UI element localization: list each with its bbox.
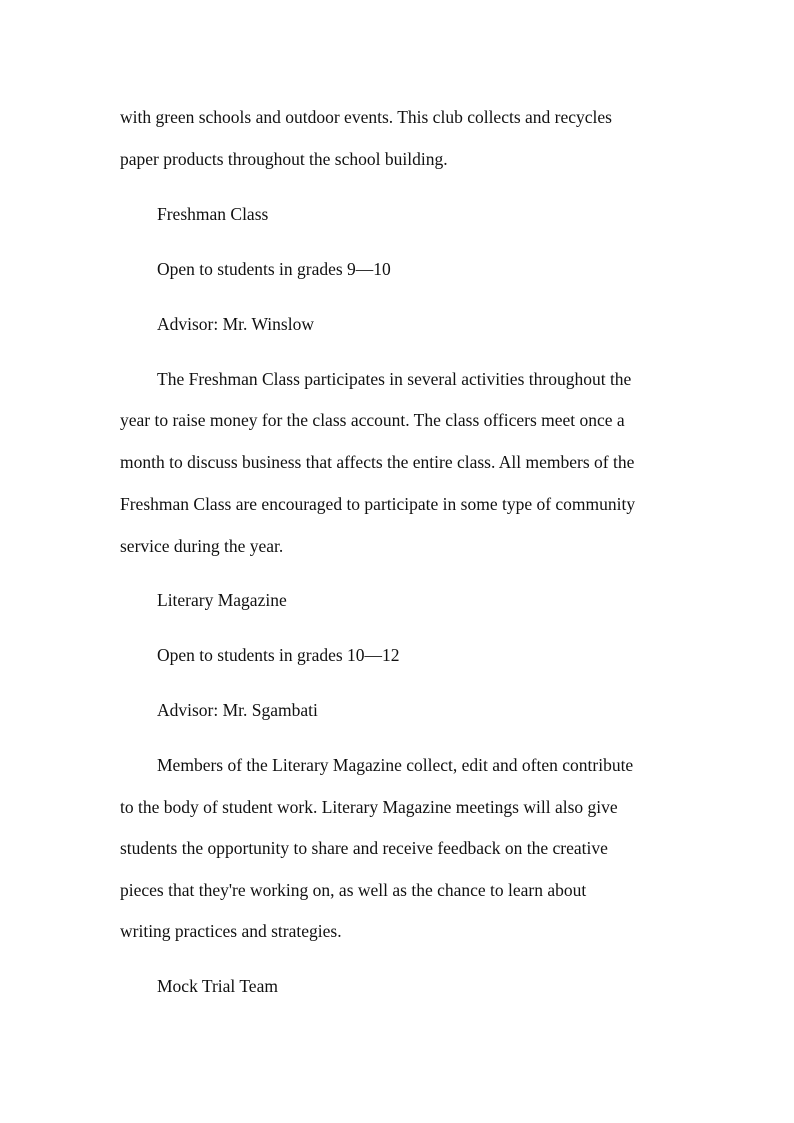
literary-magazine-description-line: writing practices and strategies. (120, 921, 342, 941)
literary-magazine-description-line: to the body of student work. Literary Magazine meetings will also give (120, 797, 618, 817)
freshman-class-description-line: The Freshman Class participates in several activities throughout the (157, 369, 632, 389)
literary-magazine-description-line: students the opportunity to share and receive feedback on the creative (120, 838, 608, 858)
intro-line-1: with green schools and outdoor events. This club collects and recycles (120, 107, 612, 127)
freshman-class-eligibility: Open to students in grades 9—10 (157, 259, 391, 279)
literary-magazine-eligibility: Open to students in grades 10—12 (157, 645, 400, 665)
literary-magazine-description-line: pieces that they're working on, as well as the chance to learn about (120, 880, 587, 900)
freshman-class-description-line: year to raise money for the class account. The class officers meet once a (120, 410, 625, 430)
freshman-class-description-line: month to discuss business that affects the entire class. All members of the (120, 452, 635, 472)
freshman-class-description-line: Freshman Class are encouraged to participate in some type of community (120, 494, 636, 514)
literary-magazine-description-line: Members of the Literary Magazine collect, edit and often contribute (157, 755, 634, 775)
freshman-class-title: Freshman Class (157, 204, 269, 224)
intro-line-2: paper products throughout the school building. (120, 149, 448, 169)
freshman-class-description-line: service during the year. (120, 536, 284, 556)
mock-trial-team-title: Mock Trial Team (157, 976, 278, 996)
literary-magazine-title: Literary Magazine (157, 590, 287, 610)
freshman-class-advisor: Advisor: Mr. Winslow (157, 314, 314, 334)
literary-magazine-advisor: Advisor: Mr. Sgambati (157, 700, 318, 720)
